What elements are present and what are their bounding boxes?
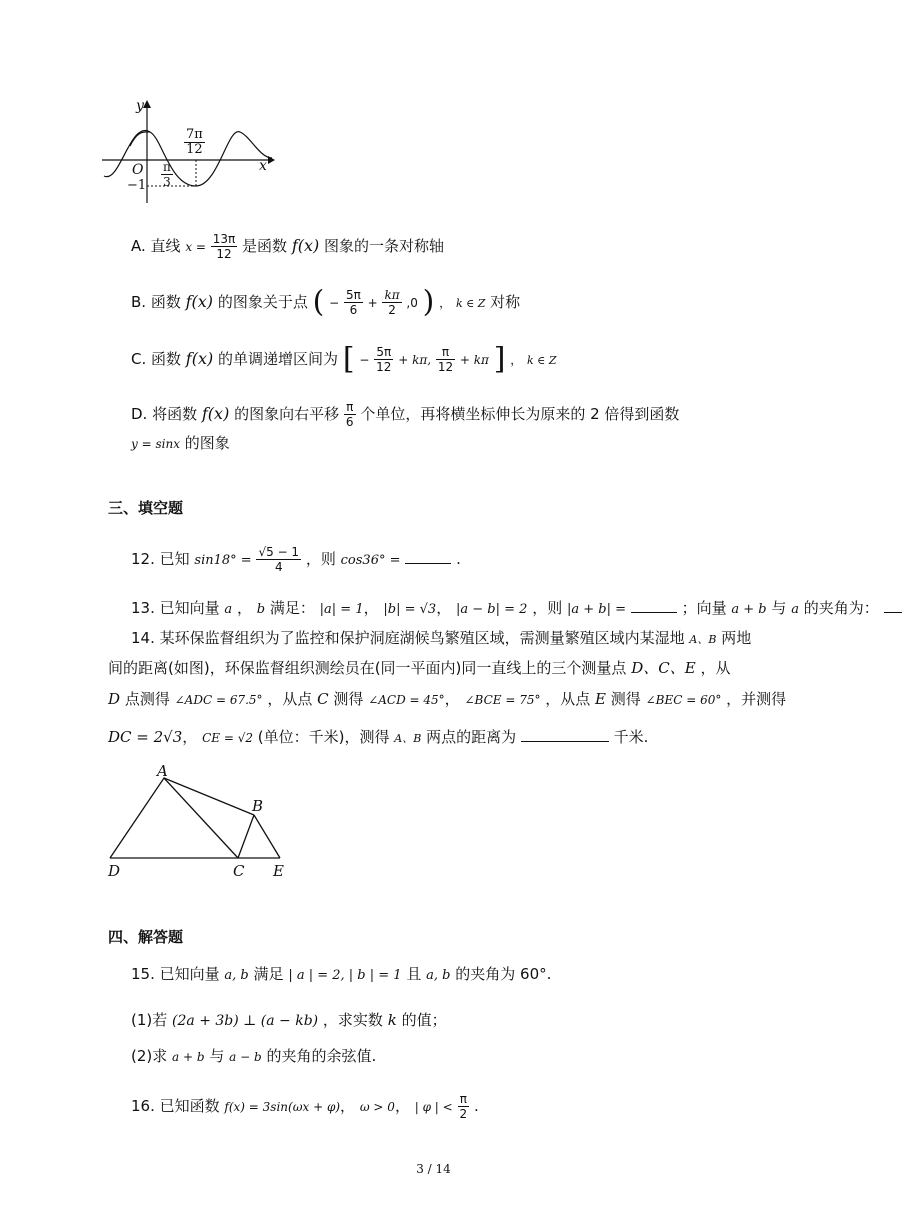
- figure-point-b: B: [252, 797, 264, 815]
- graph-y-label: y: [136, 98, 144, 114]
- question-15-part-2: (2)求 a + b 与 a − b 的夹角的余弦值.: [131, 1047, 377, 1065]
- triangle-figure: [106, 760, 291, 880]
- option-d-line2: y = sinx 的图象: [131, 434, 230, 452]
- graph-tick-7pi-12: $\frac{7\pi}{12}$: [186, 127, 203, 157]
- question-12: 12. 已知 sin18° = $\frac{√5 - 1}{4}$ ，则 cos36° = .: [131, 545, 461, 574]
- page-number: 3 / 14: [416, 1162, 451, 1176]
- question-16: 16. 已知函数 f(x) = 3sin(ωx + φ)， ω > 0， | φ | < $\frac{\pi}{2}$ .: [131, 1092, 479, 1121]
- question-15-part-1: (1)若 (2a + 3b) ⊥ (a − kb) ，求实数 k 的值；: [131, 1011, 447, 1029]
- graph-origin-label: O: [132, 162, 144, 178]
- figure-point-d: D: [108, 862, 121, 880]
- section-4-title: 四、解答题: [108, 928, 184, 946]
- figure-point-a: A: [157, 762, 168, 780]
- option-c: C. 函数 f(x) 的单调递增区间为 [ − $\frac{5\pi}{12}$ + kπ, $\frac{\pi}{12}$ + kπ ] ， k ∈ Z: [131, 341, 557, 377]
- answer-blank[interactable]: [521, 727, 609, 742]
- figure-point-e: E: [273, 862, 284, 880]
- option-d: D. 将函数 f(x) 的图象向右平移 $\frac{\pi}{6}$ 个单位，再将横坐标伸长为原来的 2 倍得到函数: [131, 400, 680, 429]
- option-a-fraction: $\frac{13\pi}{12}$: [212, 232, 236, 261]
- question-14-line1: 14. 某环保监督组织为了监控和保护洞庭湖候鸟繁殖区域，需测量繁殖区域内某湿地 A、B 两地: [131, 629, 752, 647]
- question-14-line4: DC = 2√3， CE = √2 (单位：千米)，测得 A、B 两点的距离为 千米.: [108, 728, 649, 746]
- question-13: 13. 已知向量 a ， b 满足： |a| = 1， |b| = √3， |a − b| = 2 ，则 |a + b| = ；向量 a + b 与 a 的夹角为：: [131, 596, 902, 622]
- figure-point-c: C: [233, 862, 245, 880]
- question-14-line2: 间的距离(如图)，环保监督组织测绘员在(同一平面内)同一直线上的三个测量点 D、C、E ，从: [108, 659, 731, 677]
- answer-blank[interactable]: [631, 598, 677, 613]
- graph-minus-one: −1: [127, 178, 147, 193]
- question-14-line3: D 点测得 ∠ADC = 67.5° ，从点 C 测得 ∠ACD = 45°， ∠BCE = 75° ，从点 E 测得 ∠BEC = 60° ，并测得: [108, 690, 787, 708]
- answer-blank[interactable]: [884, 598, 902, 613]
- section-3-title: 三、填空题: [108, 499, 184, 517]
- answer-blank[interactable]: [405, 549, 451, 564]
- option-b: B. 函数 f(x) 的图象关于点 ( − $\frac{5\pi}{6}$ + $\frac{k\pi}{2}$ ,0 ) ， k ∈ Z 对称: [131, 284, 521, 320]
- question-15: 15. 已知向量 a, b 满足 | a | = 2, | b | = 1 且 a, b 的夹角为 60°.: [131, 965, 552, 983]
- graph-x-label: x: [259, 158, 267, 174]
- option-a: A. 直线 x = $\frac{13\pi}{12}$ 是函数 f(x) 图象的一条对称轴: [131, 232, 445, 261]
- graph-tick-pi-3: $\frac{\pi}{3}$: [163, 160, 171, 189]
